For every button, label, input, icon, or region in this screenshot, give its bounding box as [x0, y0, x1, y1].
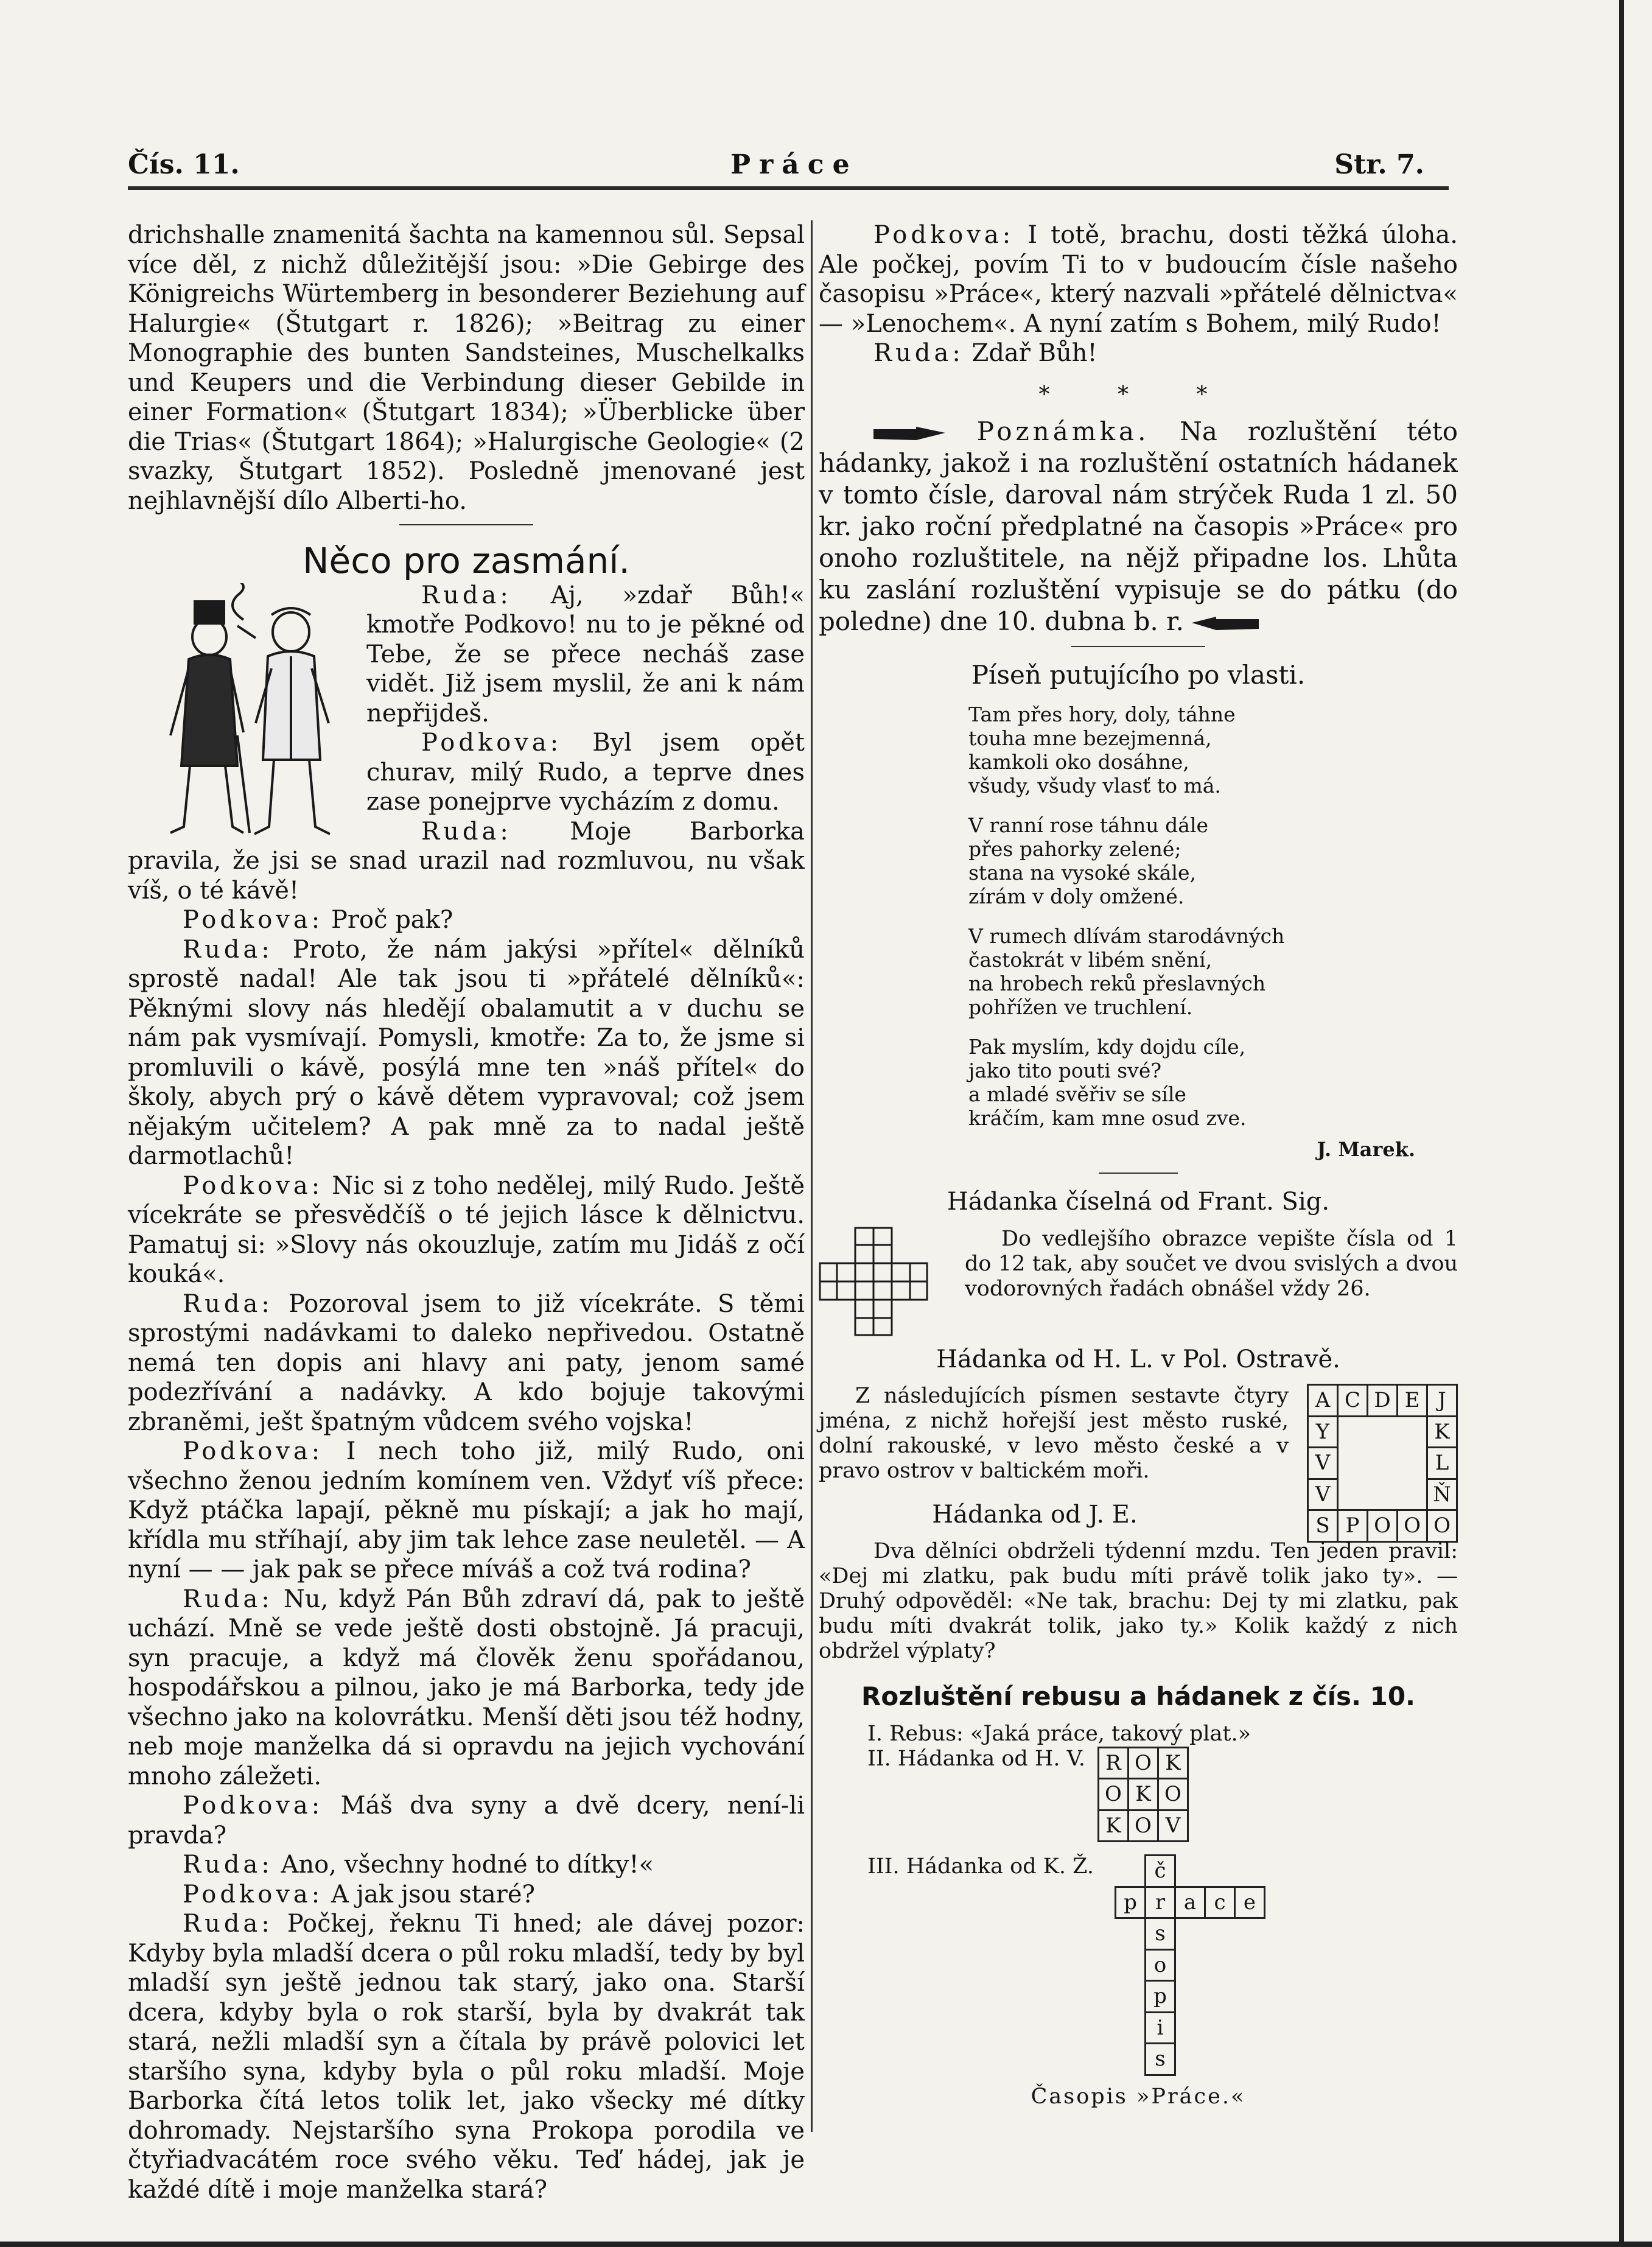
journal-title: Práce [730, 149, 858, 180]
solutions-signature: Časopis »Práce.« [1031, 2084, 1246, 2109]
solution-cross: č p r a c e s o p i s [1115, 1854, 1265, 2076]
puzzle-title: Hádanka od H. L. v Pol. Ostravě. [936, 1345, 1340, 1373]
dialogue-line: Ruda: Zdař Bůh! [873, 339, 1097, 367]
poem-stanza: V ranní rose táhnu dále přes pahorky zelené; stana na vysoké skále, zírám v doly omžené. [968, 813, 1208, 908]
page-header [128, 149, 1424, 186]
puzzle-text: Z následujících písmen sestavte čtyry jména, z nichž hořejší jest město ruské, dolní rakouské, v levo město české a v pravo ostrov v baltickém moři. [819, 1384, 1289, 1483]
solutions-title: Rozluštění rebusu a hádanek z čís. 10. [861, 1681, 1415, 1711]
dialogue-line: Ruda: Aj, »zdař Bůh!« kmotře Podkovo! nu to je pěkné od Tebe, že se přece necháš zase vidět. Již jsem myslil, že ani k nám nepřijdeš. [366, 581, 805, 727]
puzzle-1 [819, 1227, 1458, 1336]
dialogue-line: Ruda: Proto, že nám jakýsi »přítel« dělníků sprostě nadal! Ale tak jsou ti »přátelé dělníků«: Pěknými slovy nás hledějí obalamutit a v duchu se nám pak vysmívají. Pomysli, kmotře: Za to, že jsme si promluvili o kávě, posýlá mne ten »náš přítel« do školy, abych prý o kávě dětem vypravoval; což jsem nějakým učitelem? A pak mně za to nadal ještě darmotlachů! [128, 935, 805, 1170]
section-separator [1099, 1173, 1178, 1174]
poem-stanza: Pak myslím, kdy dojdu cíle, jako tito pouti své? a mladé svěřiv se síle kráčím, kam mne osud zve. [968, 1034, 1247, 1130]
dialogue [128, 581, 805, 2205]
dialogue-line: Podkova: Byl jsem opět churav, milý Rudo, a teprve dnes zase ponejprve vycházím z domu. [366, 729, 805, 816]
poem-stanza: V rumech dlívám starodávných častokrát v libém snění, na hrobech reků přeslavných pohřížen ve truchlení. [968, 924, 1285, 1019]
pointing-hand-icon [1192, 614, 1259, 633]
scan-border-bottom [0, 2242, 1652, 2247]
scan-border-right [1619, 0, 1624, 2247]
dialogue-line: Ruda: Pozoroval jsem to již vícekráte. S těmi sprostými nadávkami to daleko nepřivedou. Ostatně nemá ten dopis ani hlavy ani paty, jenom samé podezřívání a nadávky. A kdo bojuje takovými zbraněmi, ješt špatným vůdcem svého vojska! [128, 1289, 805, 1436]
dialogue-line: Podkova: I nech toho již, milý Rudo, oni všechno ženou jedním komínem ven. Vždyť víš přece: Když ptáčka lapají, pěkně mu pískají; a jak ho mají, křídla mu stříhají, aby jim tak lehce zase neuletěl. — A nyní — — jak pak se přece míváš a což tvá rodina? [128, 1437, 805, 1583]
dialogue-line: Podkova: Proč pak? [183, 906, 453, 934]
stars-separator: * * * [1038, 382, 1238, 407]
pointing-hand-icon [873, 424, 947, 443]
intro-paragraph: drichshalle znamenitá šachta na kamennou sůl. Sepsal více děl, z nichž důležitější jsou: »Die Gebirge des Königreichs Würtemberg in besonderer Beziehung auf Halurgie« (Štutgart r. 1826); »Beitrag zu einer Monographie des bunten Sandsteines, Muschelkalks und Keupers und die Verbindung dieser Gebilde in einer Formation« (Štutgart 1834); »Überblicke über die Trias« (Štutgart 1864); »Halurgische Geologie« (2 svazky, Štutgart 1852). Posledně jmenované jest nejhlavnější dílo Alberti-ho. [128, 221, 805, 515]
puzzle-text: Do vedlejšího obrazce vepište čísla od 1 do 12 tak, aby součet ve dvou svislých a dvou vodorovných řadách obnášel vždy 26. [965, 1226, 1458, 1301]
number-cross-grid [819, 1227, 928, 1336]
page-number: Str. 7. [1334, 149, 1424, 180]
dialogue-line: Podkova: Nic si z toho nedělej, milý Rudo. Ještě vícekráte se přesvědčíš o té jejich lásce k dělnictvu. Pamatuj si: »Slovy nás okouzluje, zatím mu Jidáš z očí kouká«. [128, 1171, 805, 1288]
dialogue-line: Podkova: A jak jsou staré? [183, 1880, 535, 1909]
header-rule [128, 186, 1449, 190]
solution-item: III. Hádanka od K. Ž. č p r a c e s o p i s [867, 1854, 1458, 2076]
dialogue-line: Ruda: Počkej, řeknu Ti hned; ale dávej pozor: Kdyby byla mladší dcera o půl roku mladší, tedy by byl mladší syn ještě jednou tak starý, jako ona. Starší dcera, kdyby byla o rok starší, byla by dvakrát tak stará, nežli mladší syn a čítala by právě polovici let staršího syna, kdyby byla o půl roku mladší. Moje Barborka čítá letos tolik let, jako všecky mé dítky dohromady. Nejstaršího syna Prokopa porodila ve čtyřiadvacátém roce svého věku. Teď hádej, jak je každé dítě i moje manželka stará? [128, 1910, 805, 2204]
section-title: Něco pro zasmání. [303, 540, 630, 581]
left-column [128, 220, 805, 2204]
poem-stanza: Tam přes hory, doly, táhne touha mne bezejmenná, kamkoli oko dosáhne, všudy, všudy vlasť to má. [968, 702, 1236, 797]
puzzle-title: Hádanka číselná od Frant. Sig. [947, 1188, 1330, 1216]
section-separator [1071, 646, 1205, 647]
puzzle-title: Hádanka od J. E. [932, 1500, 1138, 1529]
dialogue-line: Ruda: Nu, když Pán Bůh zdraví dá, pak to ještě uchází. Mně se vede ještě dosti obstojně. Já pracuji, syn pracuje, a když má člověk ženu spořádanou, hospodářskou a pilnou, jako je má Barborka, tedy jde všechno jako na kolovrátku. Menší děti jsou též hodny, neb moje manželka dá si opravdu na jejich vychování mnoho záležeti. [128, 1585, 805, 1790]
poem-author: J. Marek. [1317, 1137, 1415, 1161]
issue-number: Čís. 11. [128, 149, 240, 180]
letter-frame-grid: A C D E J Y K V L V Ň S P O O O [1307, 1384, 1458, 1543]
dialogue-line: Ruda: Ano, všechny hodné to dítky!« [183, 1851, 654, 1879]
dialogue-line: Podkova: I totě, brachu, dosti těžká úloha. Ale počkej, povím Ti to v budoucím čísle našeho časopisu »Práce«, který nazvali »přátelé dělnictva« — »Lenochem«. A nyní zatím s Bohem, milý Rudo! [819, 221, 1458, 338]
right-column [819, 220, 1458, 2109]
puzzle-text: Dva dělníci obdrželi týdenní mzdu. Ten jeden pravil: «Dej mi zlatku, pak budu míti právě tolik jako ty». — Druhý odpověděl: «Ne tak, brachu: Dej ty mi zlatku, pak budu míti dvakrát tolik, jako ty.» Kolik každý z nich obdržel výplaty? [819, 1539, 1458, 1663]
section-separator [399, 524, 533, 525]
solution-item: I. Rebus: «Jaká práce, takový plat.» [867, 1721, 1251, 1746]
solution-item: II. Hádanka od H. V. R O K O K O K O V [867, 1747, 1458, 1843]
solution-grid: R O K O K O K O V [1097, 1747, 1189, 1843]
cartoon-illustration [152, 583, 353, 845]
column-divider [811, 220, 813, 2132]
dialogue-line: Ruda: Moje Barborka pravila, že jsi se snad urazil nad rozmluvou, nu však víš, o té kávě! [128, 817, 805, 905]
poem-title: Píseň putujícího po vlasti. [971, 660, 1306, 690]
poem [968, 703, 1458, 1130]
dialogue-line: Podkova: Máš dva syny a dvě dcery, není-li pravda? [128, 1792, 805, 1849]
note-paragraph: Poznámka. Na rozluštění této hádanky, jakož i na rozluštění ostatních hádanek v tomto čísle, daroval nám strýček Ruda 1 zl. 50 kr. jako roční předplatné na časopis »Práce« pro onoho rozluštitele, na nějž připadne los. Lhůta ku zaslání rozluštění vypisuje se do pátku (do poledne) dne 10. dubna b. r. [819, 416, 1458, 636]
